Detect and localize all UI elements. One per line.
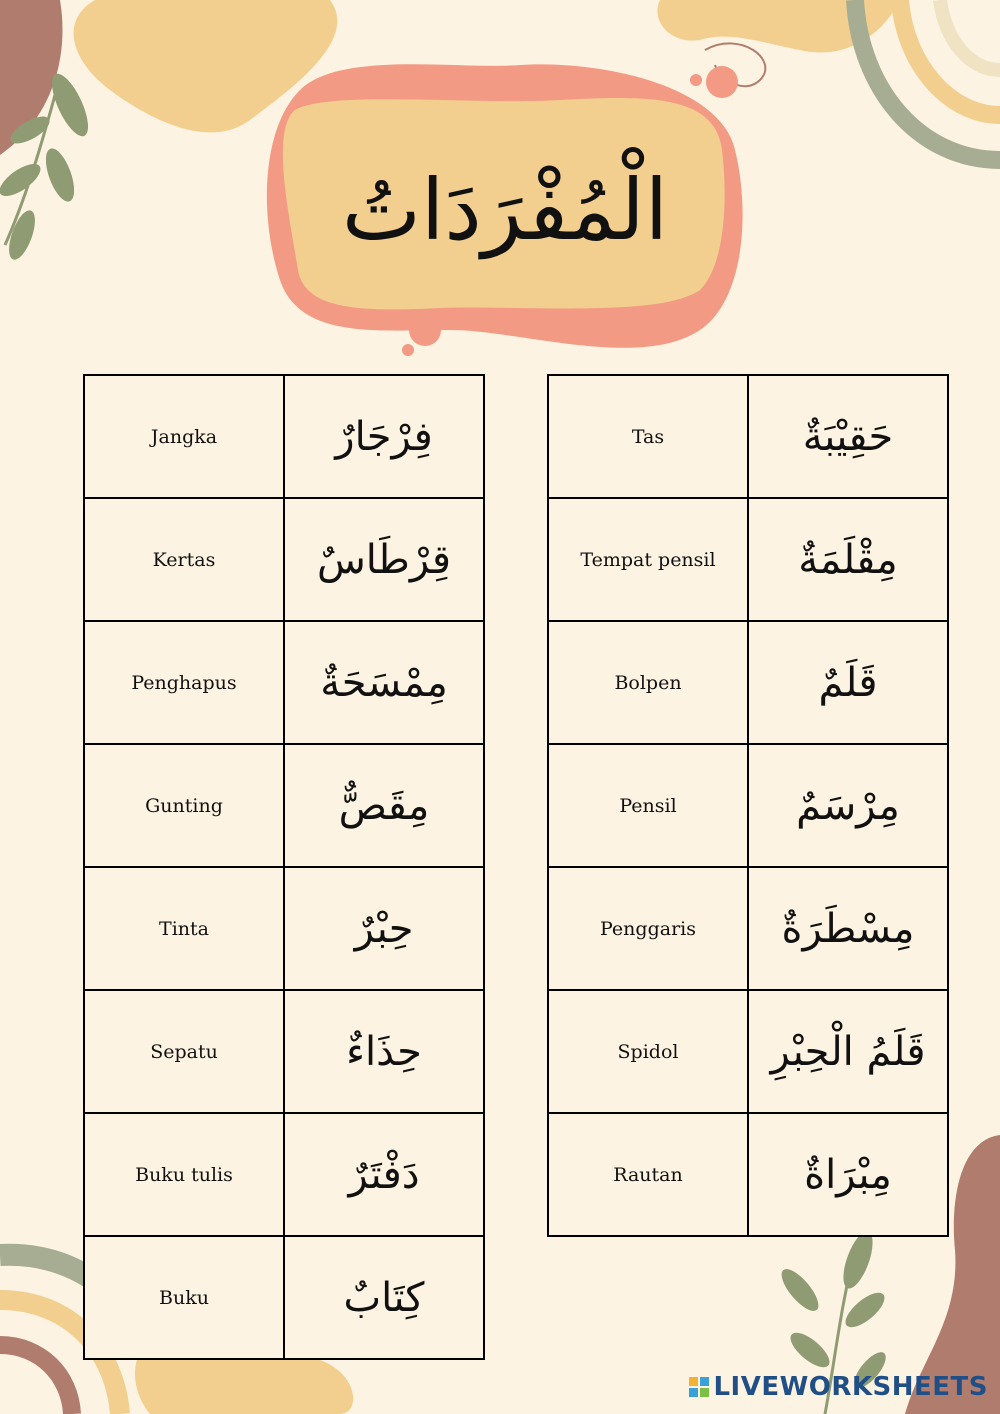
latin-word: Penggaris xyxy=(548,867,748,990)
latin-word: Rautan xyxy=(548,1113,748,1236)
table-row xyxy=(84,498,484,621)
table-row xyxy=(84,1113,484,1236)
latin-word: Tinta xyxy=(84,867,284,990)
vocab-table-right xyxy=(547,374,949,1237)
latin-word: Sepatu xyxy=(84,990,284,1113)
table-row xyxy=(84,1236,484,1359)
table-row xyxy=(548,867,948,990)
watermark xyxy=(689,1372,988,1402)
latin-word: Bolpen xyxy=(548,621,748,744)
latin-word: Buku tulis xyxy=(84,1113,284,1236)
arabic-word: مِبْرَاةٌ xyxy=(748,1113,948,1236)
table-row xyxy=(84,375,484,498)
arabic-word: مِقَصٌّ xyxy=(284,744,484,867)
table-row xyxy=(548,498,948,621)
latin-word: Pensil xyxy=(548,744,748,867)
arabic-word: مِقْلَمَةٌ xyxy=(748,498,948,621)
table-row xyxy=(84,867,484,990)
arabic-word: قَلَمُ الْحِبْرِ xyxy=(748,990,948,1113)
table-row xyxy=(548,375,948,498)
latin-word: Kertas xyxy=(84,498,284,621)
table-row xyxy=(548,621,948,744)
watermark-text: LIVEWORKSHEETS xyxy=(713,1372,988,1402)
arabic-word: مِرْسَمٌ xyxy=(748,744,948,867)
latin-word: Gunting xyxy=(84,744,284,867)
arabic-word: حِذَاءٌ xyxy=(284,990,484,1113)
page-title: الْمُفْرَدَاتُ xyxy=(341,161,669,259)
table-row xyxy=(548,1113,948,1236)
arabic-word: فِرْجَارٌ xyxy=(284,375,484,498)
arabic-word: دَفْتَرٌ xyxy=(284,1113,484,1236)
latin-word: Penghapus xyxy=(84,621,284,744)
latin-word: Spidol xyxy=(548,990,748,1113)
arabic-word: مِسْطَرَةٌ xyxy=(748,867,948,990)
latin-word: Tempat pensil xyxy=(548,498,748,621)
table-row xyxy=(548,990,948,1113)
arabic-word: حِبْرٌ xyxy=(284,867,484,990)
liveworksheets-logo-icon xyxy=(689,1377,709,1397)
arabic-word: مِمْسَحَةٌ xyxy=(284,621,484,744)
table-row xyxy=(84,990,484,1113)
table-row xyxy=(84,744,484,867)
latin-word: Buku xyxy=(84,1236,284,1359)
arabic-word: قِرْطَاسٌ xyxy=(284,498,484,621)
arabic-word: قَلَمٌ xyxy=(748,621,948,744)
latin-word: Tas xyxy=(548,375,748,498)
arabic-word: حَقِيْبَةٌ xyxy=(748,375,948,498)
vocab-table-left xyxy=(83,374,485,1360)
arabic-word: كِتَابٌ xyxy=(284,1236,484,1359)
table-row xyxy=(548,744,948,867)
latin-word: Jangka xyxy=(84,375,284,498)
table-row xyxy=(84,621,484,744)
